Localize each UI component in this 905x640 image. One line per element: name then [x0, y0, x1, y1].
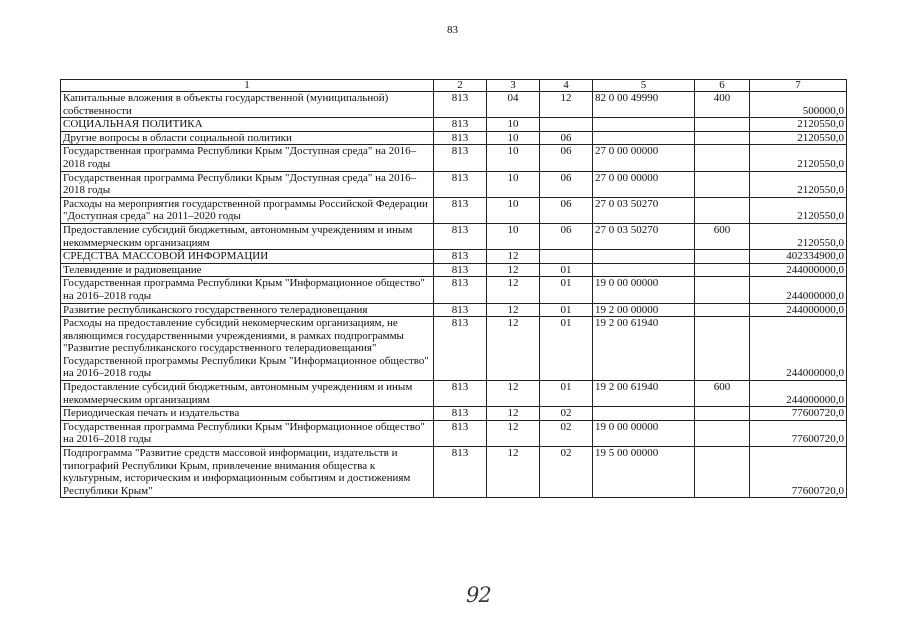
row-ministry-code: 813 — [434, 407, 487, 421]
table-row — [61, 145, 847, 171]
row-amount: 244000000,0 — [750, 263, 847, 277]
row-subsection-code: 01 — [540, 317, 593, 381]
table-row — [61, 317, 847, 381]
row-subsection-code: 01 — [540, 277, 593, 303]
row-description: Расходы на предоставление субсидий некомерческим организациям, не являющимся государственными учреждениями, в рамках подпрограммы "Развитие республиканского государственного телерадиовещания" Государственной программы Республики Крым "Информационное общество" на 2016–2018 годы — [61, 317, 434, 381]
row-expense-type — [695, 407, 750, 421]
row-target-article: 19 2 00 61940 — [593, 317, 695, 381]
table-row — [61, 250, 847, 264]
row-subsection-code: 01 — [540, 303, 593, 317]
row-amount: 244000000,0 — [750, 303, 847, 317]
row-amount: 2120550,0 — [750, 145, 847, 171]
row-ministry-code: 813 — [434, 381, 487, 407]
row-description: Государственная программа Республики Крым "Информационное общество" на 2016–2018 годы — [61, 420, 434, 446]
table-row — [61, 131, 847, 145]
row-subsection-code: 02 — [540, 407, 593, 421]
row-section-code: 04 — [487, 92, 540, 118]
row-amount: 2120550,0 — [750, 223, 847, 249]
row-expense-type — [695, 277, 750, 303]
row-section-code: 12 — [487, 407, 540, 421]
row-section-code: 12 — [487, 317, 540, 381]
row-target-article: 19 0 00 00000 — [593, 277, 695, 303]
row-amount: 244000000,0 — [750, 317, 847, 381]
row-target-article: 27 0 03 50270 — [593, 197, 695, 223]
column-header: 7 — [750, 80, 847, 92]
row-subsection-code: 06 — [540, 131, 593, 145]
handwritten-page-number: 92 — [466, 583, 491, 607]
row-ministry-code: 813 — [434, 145, 487, 171]
row-section-code: 12 — [487, 447, 540, 498]
budget-table — [60, 79, 847, 498]
row-description: Другие вопросы в области социальной политики — [61, 131, 434, 145]
row-amount: 244000000,0 — [750, 277, 847, 303]
table-row — [61, 447, 847, 498]
row-expense-type — [695, 420, 750, 446]
row-ministry-code: 813 — [434, 171, 487, 197]
row-ministry-code: 813 — [434, 131, 487, 145]
row-ministry-code: 813 — [434, 263, 487, 277]
row-ministry-code: 813 — [434, 250, 487, 264]
row-ministry-code: 813 — [434, 303, 487, 317]
row-expense-type — [695, 118, 750, 132]
row-target-article — [593, 118, 695, 132]
table-row — [61, 118, 847, 132]
row-section-code: 10 — [487, 171, 540, 197]
row-ministry-code: 813 — [434, 420, 487, 446]
row-section-code: 10 — [487, 145, 540, 171]
row-subsection-code: 02 — [540, 420, 593, 446]
row-amount: 402334900,0 — [750, 250, 847, 264]
row-amount: 500000,0 — [750, 92, 847, 118]
row-section-code: 12 — [487, 250, 540, 264]
row-amount: 244000000,0 — [750, 381, 847, 407]
column-header: 2 — [434, 80, 487, 92]
row-target-article: 27 0 03 50270 — [593, 223, 695, 249]
row-description: Расходы на мероприятия государственной программы Российской Федерации "Доступная среда" на 2011–2020 годы — [61, 197, 434, 223]
row-subsection-code — [540, 250, 593, 264]
row-expense-type — [695, 145, 750, 171]
row-target-article: 19 0 00 00000 — [593, 420, 695, 446]
row-section-code: 12 — [487, 381, 540, 407]
row-section-code: 10 — [487, 197, 540, 223]
row-description: Периодическая печать и издательства — [61, 407, 434, 421]
row-description: Капитальные вложения в объекты государственной (муниципальной) собственности — [61, 92, 434, 118]
row-description: Развитие республиканского государственного телерадиовещания — [61, 303, 434, 317]
column-header: 4 — [540, 80, 593, 92]
row-subsection-code: 06 — [540, 197, 593, 223]
row-ministry-code: 813 — [434, 197, 487, 223]
page-number: 83 — [447, 24, 458, 36]
row-target-article — [593, 250, 695, 264]
row-amount: 2120550,0 — [750, 197, 847, 223]
row-amount: 77600720,0 — [750, 420, 847, 446]
row-target-article: 27 0 00 00000 — [593, 145, 695, 171]
row-target-article: 19 5 00 00000 — [593, 447, 695, 498]
row-subsection-code: 06 — [540, 145, 593, 171]
row-target-article — [593, 263, 695, 277]
row-target-article: 82 0 00 49990 — [593, 92, 695, 118]
row-description: Подпрограмма "Развитие средств массовой информации, издательств и типографий Республики Крым, привлечение внимания общества к культурным, историческим и информационным событиям и достижениям Республики Крым" — [61, 447, 434, 498]
table-row — [61, 303, 847, 317]
row-ministry-code: 813 — [434, 317, 487, 381]
row-expense-type — [695, 197, 750, 223]
row-expense-type: 600 — [695, 223, 750, 249]
row-expense-type — [695, 447, 750, 498]
row-section-code: 12 — [487, 263, 540, 277]
row-amount: 77600720,0 — [750, 407, 847, 421]
row-expense-type — [695, 131, 750, 145]
row-ministry-code: 813 — [434, 118, 487, 132]
row-target-article: 19 2 00 61940 — [593, 381, 695, 407]
row-target-article: 19 2 00 00000 — [593, 303, 695, 317]
row-amount: 2120550,0 — [750, 118, 847, 132]
row-subsection-code: 12 — [540, 92, 593, 118]
row-section-code: 12 — [487, 420, 540, 446]
row-ministry-code: 813 — [434, 277, 487, 303]
row-description: СРЕДСТВА МАССОВОЙ ИНФОРМАЦИИ — [61, 250, 434, 264]
row-target-article — [593, 131, 695, 145]
row-section-code: 12 — [487, 303, 540, 317]
row-description: Телевидение и радиовещание — [61, 263, 434, 277]
row-section-code: 10 — [487, 223, 540, 249]
row-subsection-code: 02 — [540, 447, 593, 498]
row-ministry-code: 813 — [434, 447, 487, 498]
row-amount: 2120550,0 — [750, 131, 847, 145]
row-target-article: 27 0 00 00000 — [593, 171, 695, 197]
row-expense-type — [695, 250, 750, 264]
row-subsection-code — [540, 118, 593, 132]
row-section-code: 10 — [487, 118, 540, 132]
row-subsection-code: 06 — [540, 223, 593, 249]
table-row — [61, 223, 847, 249]
row-expense-type — [695, 317, 750, 381]
column-header: 6 — [695, 80, 750, 92]
column-header: 3 — [487, 80, 540, 92]
row-description: Предоставление субсидий бюджетным, автономным учреждениям и иным некоммерческим организациям — [61, 381, 434, 407]
table-row — [61, 171, 847, 197]
table-row — [61, 420, 847, 446]
row-amount: 2120550,0 — [750, 171, 847, 197]
row-section-code: 10 — [487, 131, 540, 145]
row-subsection-code: 01 — [540, 263, 593, 277]
row-subsection-code: 01 — [540, 381, 593, 407]
row-amount: 77600720,0 — [750, 447, 847, 498]
row-expense-type: 600 — [695, 381, 750, 407]
column-header: 1 — [61, 80, 434, 92]
row-subsection-code: 06 — [540, 171, 593, 197]
table-row — [61, 277, 847, 303]
row-description: Предоставление субсидий бюджетным, автономным учреждениям и иным некоммерческим организациям — [61, 223, 434, 249]
row-target-article — [593, 407, 695, 421]
row-expense-type — [695, 303, 750, 317]
row-ministry-code: 813 — [434, 92, 487, 118]
row-section-code: 12 — [487, 277, 540, 303]
row-expense-type: 400 — [695, 92, 750, 118]
table-row — [61, 263, 847, 277]
column-header: 5 — [593, 80, 695, 92]
row-description: Государственная программа Республики Крым "Информационное общество" на 2016–2018 годы — [61, 277, 434, 303]
table-row — [61, 381, 847, 407]
row-description: Государственная программа Республики Крым "Доступная среда" на 2016–2018 годы — [61, 171, 434, 197]
row-description: Государственная программа Республики Крым "Доступная среда" на 2016–2018 годы — [61, 145, 434, 171]
row-description: СОЦИАЛЬНАЯ ПОЛИТИКА — [61, 118, 434, 132]
table-header-row — [61, 80, 847, 92]
row-expense-type — [695, 171, 750, 197]
table-row — [61, 197, 847, 223]
table-row — [61, 92, 847, 118]
table-row — [61, 407, 847, 421]
row-ministry-code: 813 — [434, 223, 487, 249]
row-expense-type — [695, 263, 750, 277]
